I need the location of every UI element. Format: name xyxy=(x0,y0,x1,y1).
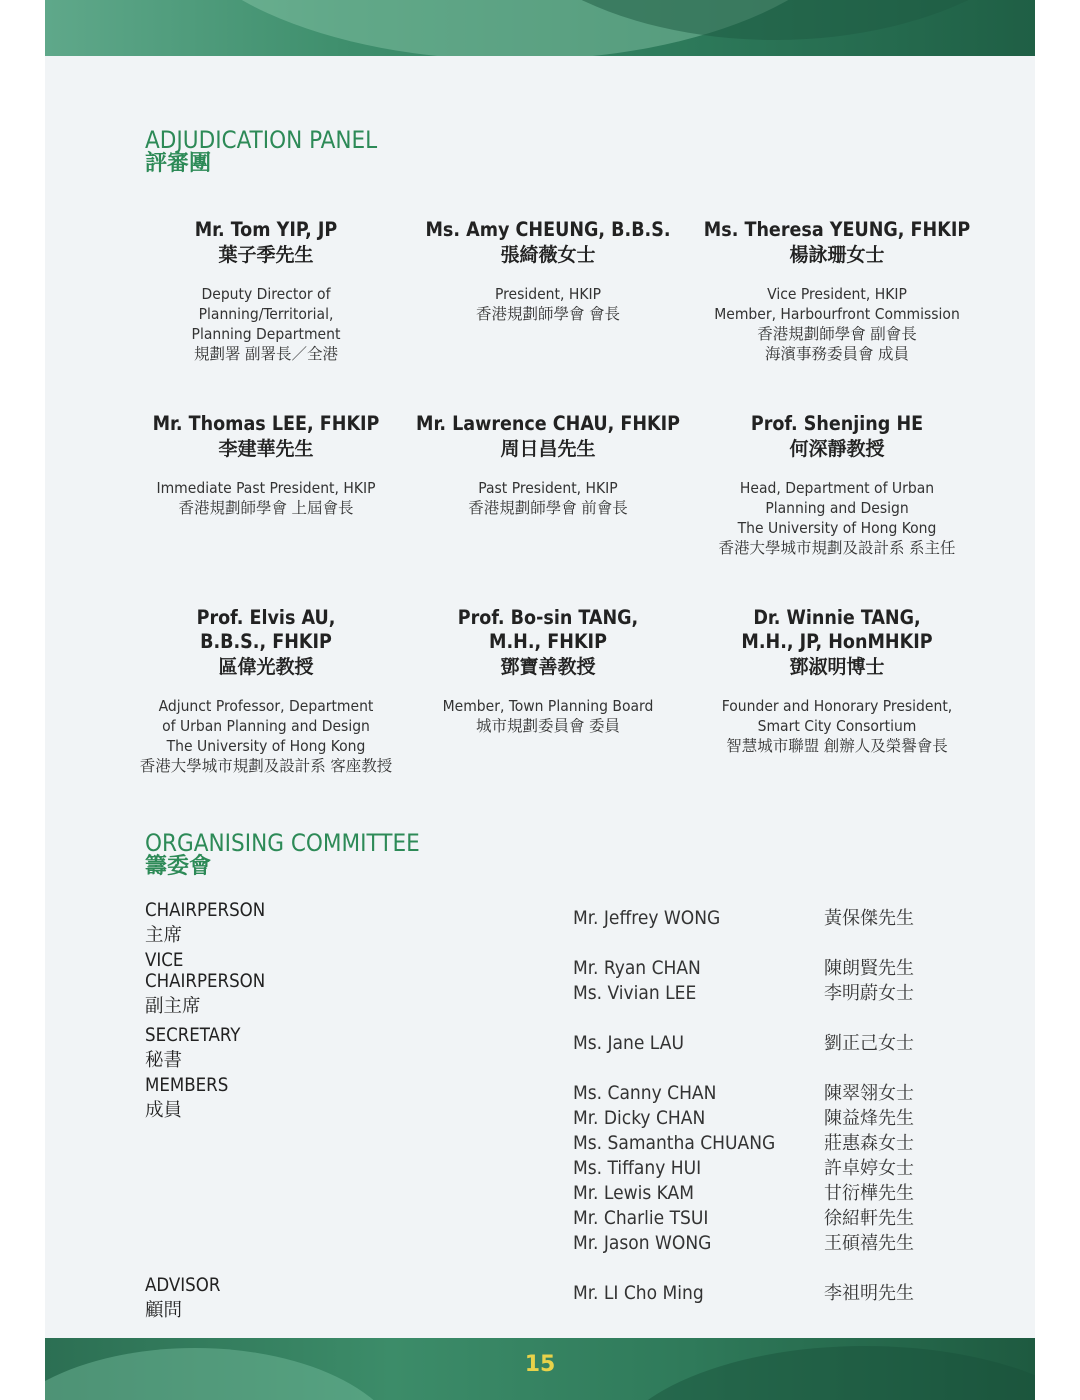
person-name: Ms. Canny CHAN xyxy=(573,1082,717,1104)
adjudication-panel-grid xyxy=(125,218,985,816)
member-name: Mr. Thomas LEE, FHKIP xyxy=(152,412,380,435)
member-role: Immediate Past President, HKIP 香港規劃師學會 上屆會長 xyxy=(156,479,376,517)
panel-member xyxy=(689,412,985,606)
member-role: Adjunct Professor, Department of Urban Planning and Design The University of Hong Kong 香港大學城市規劃及設計系 客座教授 xyxy=(139,697,393,775)
list-item xyxy=(573,1031,993,1056)
member-chinese-name: 葉子季先生 xyxy=(218,244,314,266)
group-label: MEMBERS 成員 xyxy=(145,1075,229,1121)
person-name: Mr. Dicky CHAN xyxy=(573,1107,706,1129)
panel-member xyxy=(125,412,407,606)
adjudication-title-en: ADJUDICATION PANEL xyxy=(145,126,378,154)
list-item xyxy=(573,1206,993,1231)
person-chinese-name: 許卓婷女士 xyxy=(824,1158,914,1179)
person-chinese-name: 陳翠翎女士 xyxy=(824,1083,914,1104)
page-number: 15 xyxy=(524,1352,556,1377)
member-name: Mr. Tom YIP, JP xyxy=(194,218,338,241)
adjudication-title-zh: 評審團 xyxy=(145,151,212,176)
member-chinese-name: 區偉光教授 xyxy=(218,656,314,678)
group-label: ADVISOR 顧問 xyxy=(145,1275,221,1321)
committee-title-zh: 籌委會 xyxy=(145,854,212,879)
list-item xyxy=(573,1081,993,1106)
person-chinese-name: 李祖明先生 xyxy=(824,1283,914,1304)
group-people xyxy=(573,956,993,1006)
group-people xyxy=(573,1031,993,1056)
member-chinese-name: 何深靜教授 xyxy=(789,438,885,460)
panel-member xyxy=(407,606,689,816)
committee-title-en: ORGANISING COMMITTEE xyxy=(145,829,420,857)
panel-member xyxy=(125,218,407,412)
list-item xyxy=(573,1106,993,1131)
member-chinese-name: 張綺薇女士 xyxy=(500,244,596,266)
member-role: Past President, HKIP 香港規劃師學會 前會長 xyxy=(468,479,628,517)
person-name: Ms. Samantha CHUANG xyxy=(573,1132,776,1154)
group-label: CHAIRPERSON 主席 xyxy=(145,900,266,946)
member-role: Deputy Director of Planning/Territorial, Planning Department 規劃署 副署長／全港 xyxy=(191,285,341,363)
member-chinese-name: 李建華先生 xyxy=(218,438,314,460)
group-people xyxy=(573,1281,993,1306)
person-name: Mr. Jeffrey WONG xyxy=(573,907,721,929)
member-name: Prof. Elvis AU, B.B.S., FHKIP xyxy=(196,606,336,653)
person-name: Mr. LI Cho Ming xyxy=(573,1282,704,1304)
panel-member xyxy=(407,218,689,412)
group-label: VICE CHAIRPERSON 副主席 xyxy=(145,950,266,1017)
person-chinese-name: 李明蔚女士 xyxy=(824,983,914,1004)
panel-member xyxy=(125,606,407,816)
person-chinese-name: 王碩禧先生 xyxy=(824,1233,914,1254)
person-name: Ms. Tiffany HUI xyxy=(573,1157,702,1179)
person-name: Mr. Charlie TSUI xyxy=(573,1207,709,1229)
top-decorative-banner xyxy=(45,0,1035,56)
member-role: Vice President, HKIP Member, Harbourfront Commission 香港規劃師學會 副會長 海濱事務委員會 成員 xyxy=(714,285,960,363)
adjudication-panel-heading xyxy=(145,128,377,176)
member-name: Prof. Bo-sin TANG, M.H., FHKIP xyxy=(457,606,639,653)
list-item xyxy=(573,1231,993,1256)
person-name: Ms. Vivian LEE xyxy=(573,982,697,1004)
list-item xyxy=(573,1156,993,1181)
list-item xyxy=(573,956,993,981)
person-chinese-name: 莊惠森女士 xyxy=(824,1133,914,1154)
member-name: Ms. Theresa YEUNG, FHKIP xyxy=(703,218,971,241)
member-role: Head, Department of Urban Planning and Design The University of Hong Kong 香港大學城市規劃及設計系 系主任 xyxy=(718,479,956,557)
person-name: Mr. Lewis KAM xyxy=(573,1182,694,1204)
member-chinese-name: 楊詠珊女士 xyxy=(789,244,885,266)
person-chinese-name: 陳朗賢先生 xyxy=(824,958,914,979)
group-people xyxy=(573,906,993,931)
member-name: Dr. Winnie TANG, M.H., JP, HonMHKIP xyxy=(741,606,933,653)
panel-member xyxy=(689,218,985,412)
person-chinese-name: 黃保傑先生 xyxy=(824,908,914,929)
list-item xyxy=(573,906,993,931)
person-name: Ms. Jane LAU xyxy=(573,1032,684,1054)
person-name: Mr. Jason WONG xyxy=(573,1232,712,1254)
group-people xyxy=(573,1081,993,1256)
list-item xyxy=(573,1181,993,1206)
panel-member xyxy=(407,412,689,606)
person-chinese-name: 甘衍樺先生 xyxy=(824,1183,914,1204)
group-label: SECRETARY 秘書 xyxy=(145,1025,241,1071)
person-chinese-name: 劉正己女士 xyxy=(824,1033,914,1054)
member-role: Member, Town Planning Board 城市規劃委員會 委員 xyxy=(442,697,654,735)
person-chinese-name: 陳益烽先生 xyxy=(824,1108,914,1129)
list-item xyxy=(573,1131,993,1156)
member-role: President, HKIP 香港規劃師學會 會長 xyxy=(476,285,620,323)
bottom-decorative-banner xyxy=(45,1338,1035,1400)
list-item xyxy=(573,1281,993,1306)
document-page xyxy=(45,0,1035,1400)
list-item xyxy=(573,981,993,1006)
member-name: Ms. Amy CHEUNG, B.B.S. xyxy=(425,218,671,241)
member-chinese-name: 鄧寶善教授 xyxy=(500,656,596,678)
member-chinese-name: 周日昌先生 xyxy=(500,438,596,460)
member-role: Founder and Honorary President, Smart City Consortium 智慧城市聯盟 創辦人及榮譽會長 xyxy=(721,697,953,755)
person-chinese-name: 徐紹軒先生 xyxy=(824,1208,914,1229)
panel-member xyxy=(689,606,985,816)
member-chinese-name: 鄧淑明博士 xyxy=(789,656,885,678)
member-name: Mr. Lawrence CHAU, FHKIP xyxy=(416,412,680,435)
organising-committee-heading xyxy=(145,831,420,879)
person-name: Mr. Ryan CHAN xyxy=(573,957,701,979)
member-name: Prof. Shenjing HE xyxy=(750,412,924,435)
